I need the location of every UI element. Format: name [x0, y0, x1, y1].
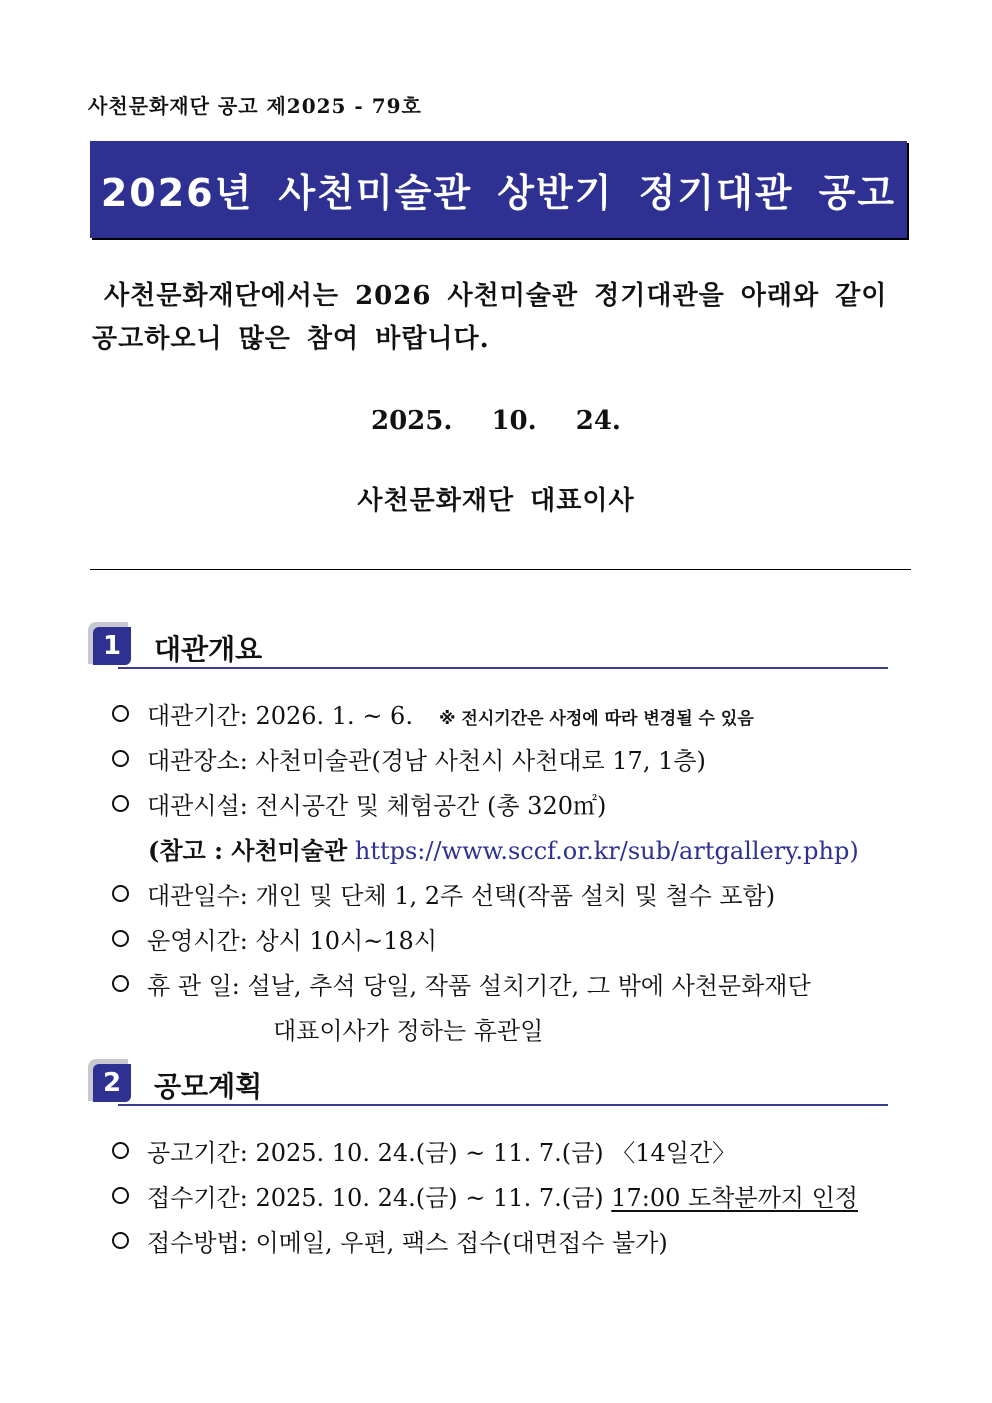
closed-days-text: 휴 관 일: 설날, 추석 당일, 작품 설치기간, 그 밖에 사천문화재단	[147, 972, 811, 1000]
receipt-method-text: 접수방법: 이메일, 우편, 팩스 접수(대면접수 불가)	[147, 1229, 668, 1257]
section-1-header	[88, 622, 888, 674]
section-title: 대관개요	[154, 633, 263, 666]
operating-hours-item	[112, 921, 437, 956]
reference-open: (참고 :	[148, 836, 232, 865]
receipt-period-text: 접수기간: 2025. 10. 24.(금) ~ 11. 7.(금)	[147, 1184, 612, 1212]
title-banner	[90, 141, 907, 238]
receipt-method-item	[112, 1223, 668, 1258]
rental-period-item	[112, 696, 754, 731]
reference-line	[148, 831, 859, 866]
period-note: ※ 전시기간은 사정에 따라 변경될 수 있음	[438, 709, 754, 729]
rental-days-item	[112, 876, 775, 911]
circle-bullet-icon	[112, 975, 129, 992]
section-2-header	[88, 1059, 888, 1111]
notice-date: 2025. 10. 24.	[371, 406, 621, 436]
circle-bullet-icon	[112, 705, 129, 722]
section-number-badge: 2	[93, 1064, 131, 1102]
circle-bullet-icon	[112, 1187, 129, 1204]
issuer-name: 사천문화재단 대표이사	[357, 486, 635, 516]
rental-facility-text: 대관시설: 전시공간 및 체험공간 (총 320㎡)	[147, 792, 607, 820]
rental-facility-item	[112, 786, 606, 821]
rental-period-text: 대관기간: 2026. 1. ~ 6.	[147, 702, 413, 730]
rental-venue-item	[112, 741, 706, 776]
gallery-website-link[interactable]: https://www.sccf.or.kr/sub/artgallery.php	[354, 837, 850, 865]
divider-line	[90, 569, 911, 570]
rental-days-text: 대관일수: 개인 및 단체 1, 2주 선택(작품 설치 및 철수 포함)	[147, 882, 776, 910]
circle-bullet-icon	[112, 795, 129, 812]
receipt-deadline: 17:00 도착분까지 인정	[611, 1184, 858, 1212]
intro-text-line-1: 사천문화재단에서는 2026 사천미술관 정기대관을 아래와 같이	[104, 281, 888, 311]
circle-bullet-icon	[112, 1142, 129, 1159]
section-number-badge: 1	[93, 627, 131, 665]
notice-period-item	[112, 1133, 736, 1168]
circle-bullet-icon	[112, 885, 129, 902]
closed-days-item	[112, 966, 811, 1001]
operating-hours-text: 운영시간: 상시 10시~18시	[147, 927, 438, 955]
rental-venue-text: 대관장소: 사천미술관(경남 사천시 사천대로 17, 1층)	[147, 747, 706, 775]
notice-number: 사천문화재단 공고 제2025 - 79호	[88, 94, 422, 118]
intro-text-line-2: 공고하오니 많은 참여 바랍니다.	[92, 324, 490, 354]
circle-bullet-icon	[112, 1232, 129, 1249]
reference-name: 사천미술관	[231, 836, 348, 865]
page-title: 2026년 사천미술관 상반기 정기대관 공고	[100, 171, 897, 215]
closed-days-continuation: 대표이사가 정하는 휴관일	[273, 1017, 544, 1045]
circle-bullet-icon	[112, 930, 129, 947]
notice-period-text: 공고기간: 2025. 10. 24.(금) ~ 11. 7.(금) 〈14일간〉	[147, 1139, 737, 1167]
circle-bullet-icon	[112, 750, 129, 767]
receipt-period-item	[112, 1178, 858, 1213]
section-title: 공모계획	[154, 1070, 263, 1103]
reference-close: )	[849, 837, 859, 865]
